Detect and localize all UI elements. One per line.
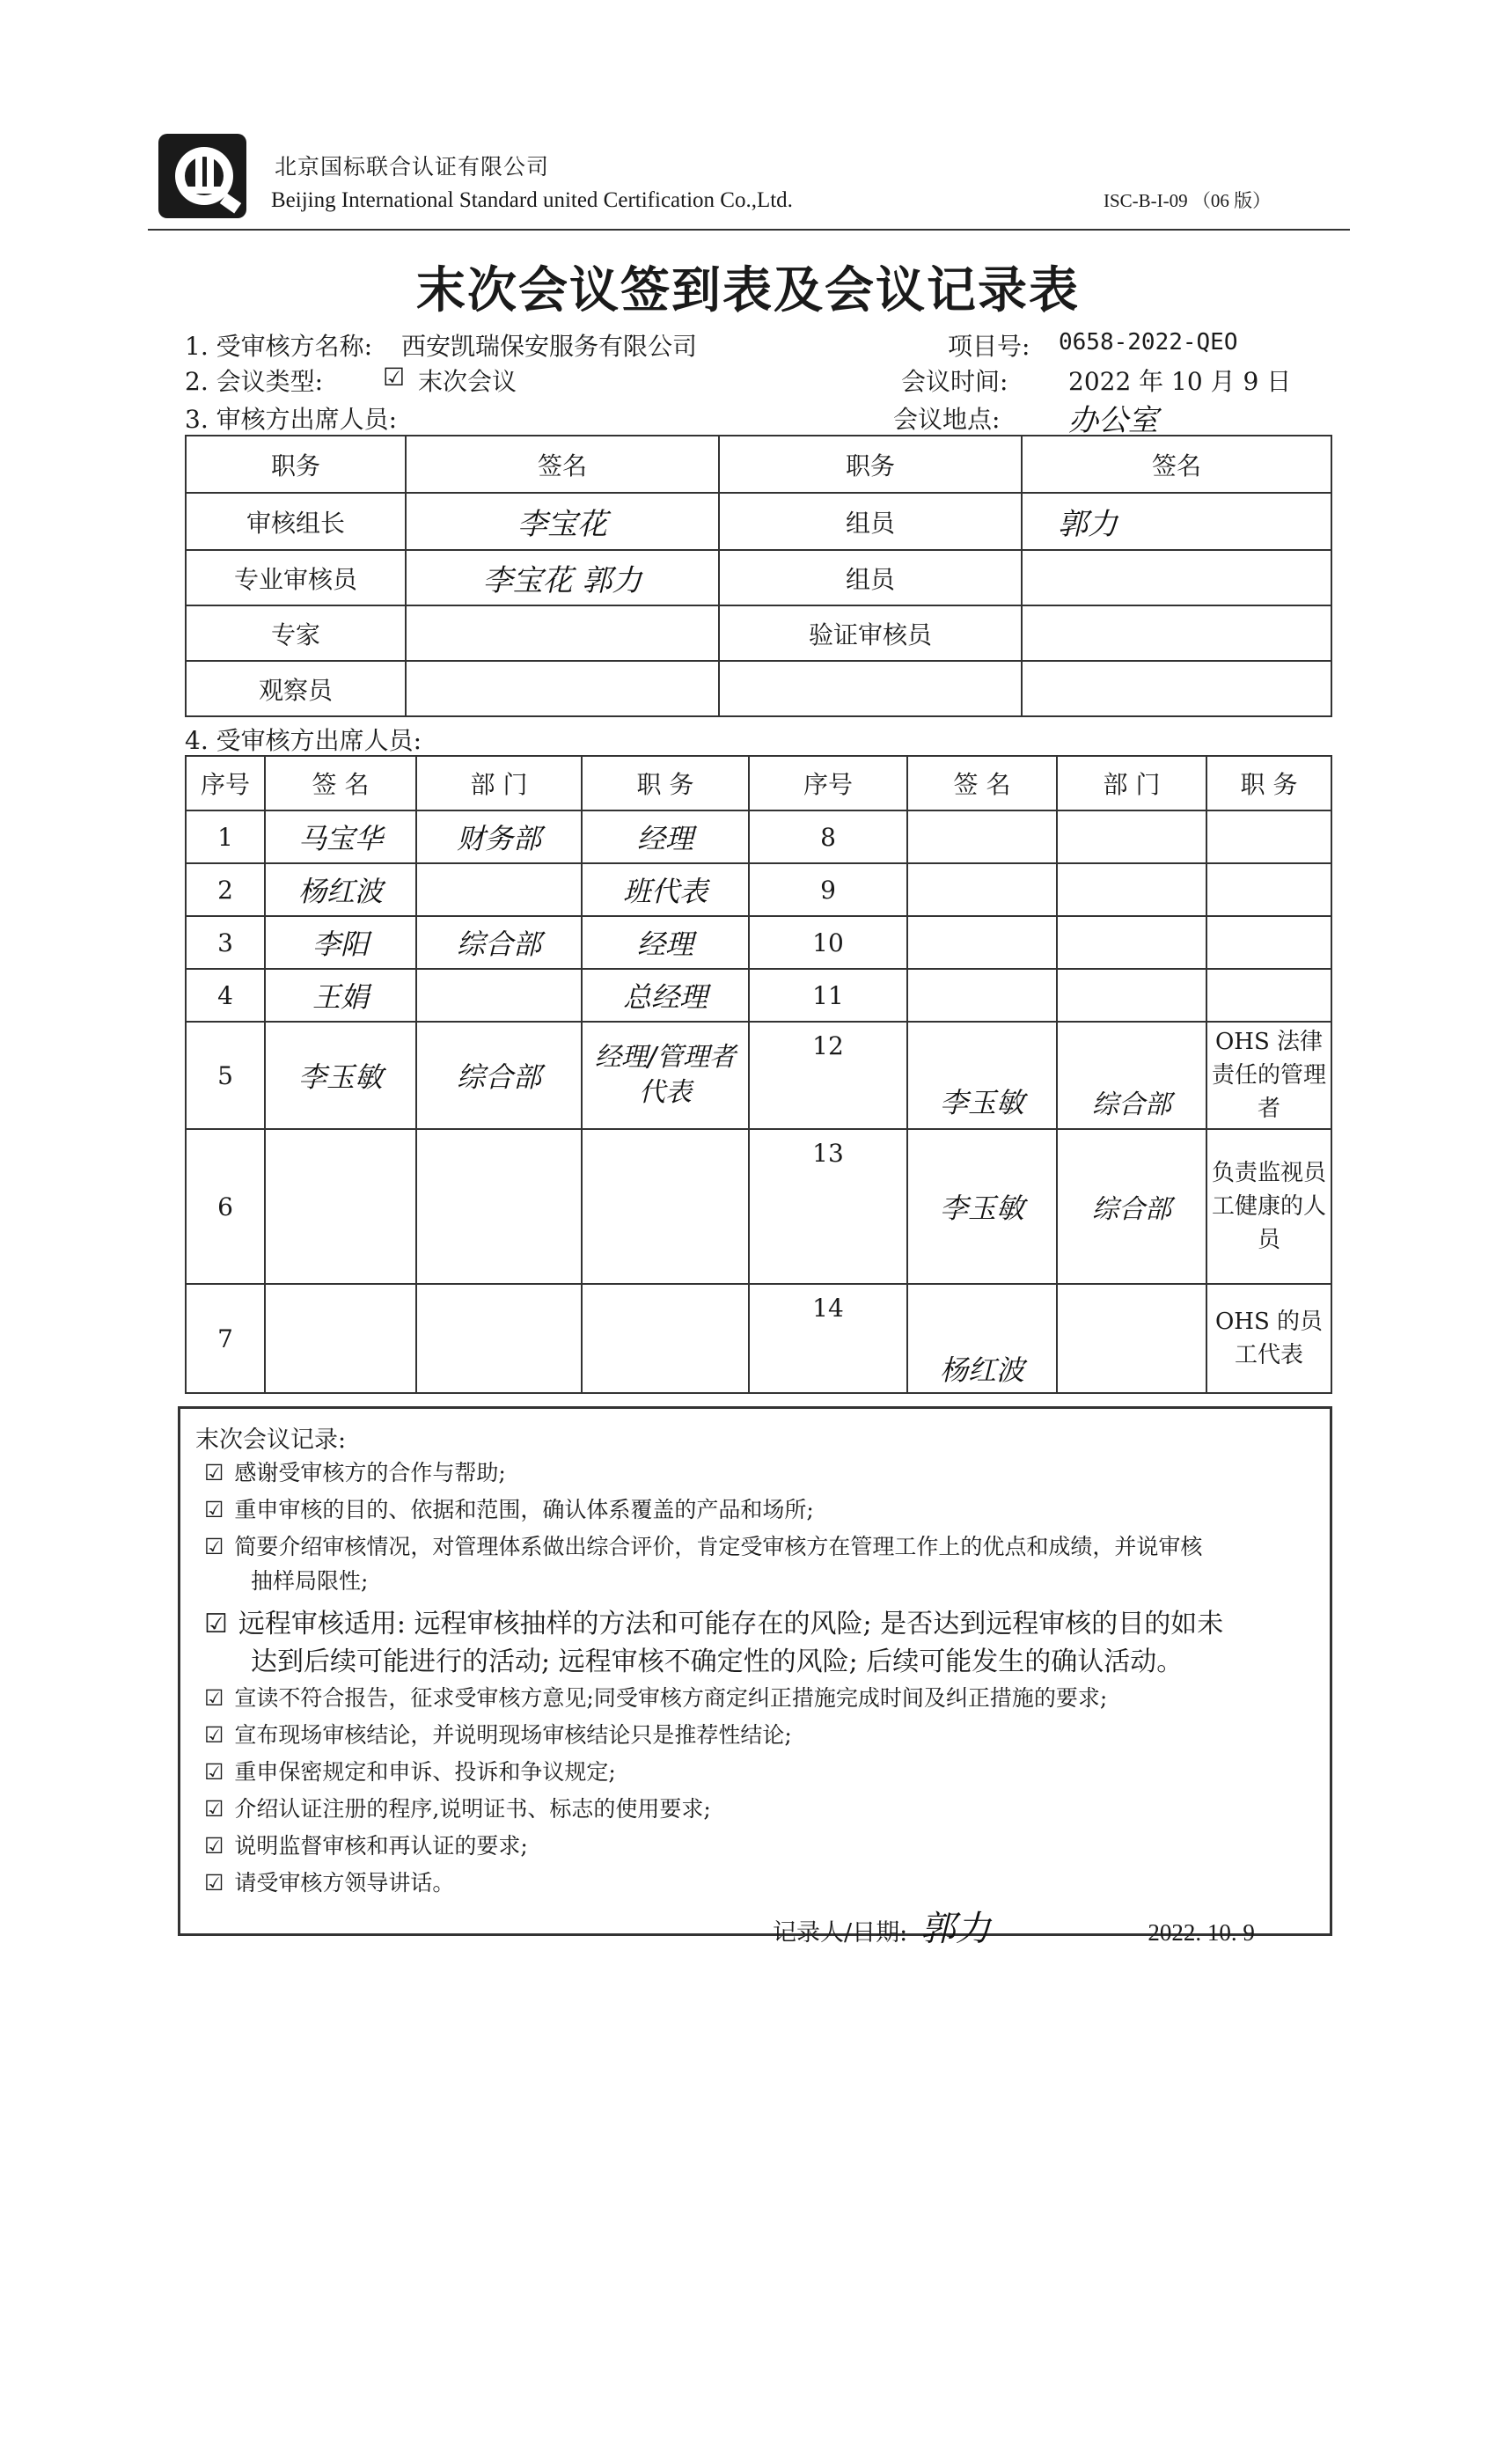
record-item	[204, 1681, 1107, 1712]
signature-cell: 马宝华	[265, 810, 416, 863]
meeting-place-value: 办公室	[1068, 403, 1158, 438]
meeting-time-value: 2022 年 10 月 9 日	[1068, 367, 1292, 396]
signature-cell	[1022, 605, 1331, 661]
dept-cell: 综合部	[416, 916, 582, 969]
meeting-record-title: 末次会议记录:	[195, 1426, 347, 1454]
signature-cell	[907, 969, 1057, 1022]
recorder-signature: 郭力	[920, 1909, 991, 1949]
record-item-text: 远程审核适用: 远程审核抽样的方法和可能存在的风险; 是否达到远程审核的目的如未	[238, 1609, 1224, 1639]
table-row	[186, 1284, 1331, 1393]
role-cell: 组员	[719, 493, 1022, 550]
position-cell	[582, 1284, 749, 1393]
record-item-text: 重申审核的目的、依据和范围，确认体系覆盖的产品和场所;	[234, 1497, 814, 1522]
record-item	[204, 1529, 1202, 1561]
position-cell: 经理	[582, 916, 749, 969]
signature-cell	[907, 863, 1057, 916]
dept-cell: 财务部	[416, 810, 582, 863]
meeting-place-label: 会议地点:	[893, 405, 1001, 434]
page-title: 末次会议签到表及会议记录表	[416, 261, 1080, 319]
company-name-en: Beijing International Standard united Certification Co.,Ltd.	[271, 188, 793, 212]
record-date: 2022. 10. 9	[1148, 1919, 1255, 1946]
document-number: ISC-B-I-09 （06 版）	[1104, 190, 1272, 211]
record-item	[204, 1866, 454, 1897]
position-cell: 总经理	[582, 969, 749, 1022]
row-no: 8	[749, 810, 907, 863]
col-pos: 职 务	[582, 756, 749, 810]
role-cell: 观察员	[186, 661, 406, 716]
row-no: 13	[749, 1129, 907, 1284]
row-no: 7	[186, 1284, 265, 1393]
signature-cell: 李玉敏	[907, 1129, 1057, 1284]
position-cell: 经理	[582, 810, 749, 863]
row-no: 1	[186, 810, 265, 863]
col-sign: 签名	[1022, 436, 1331, 493]
dept-cell: 综合部	[1057, 1022, 1206, 1129]
table-row	[186, 661, 1331, 716]
table-row	[186, 810, 1331, 863]
role-cell	[719, 661, 1022, 716]
position-cell	[1206, 810, 1331, 863]
attendee-table-header	[186, 756, 1331, 810]
position-cell	[1206, 969, 1331, 1022]
auditee-label: 1. 受审核方名称:	[185, 332, 373, 361]
row-no: 3	[186, 916, 265, 969]
dept-cell	[416, 969, 582, 1022]
checkbox-icon: ☑	[204, 1460, 224, 1485]
record-item-text: 宣布现场审核结论，并说明现场审核结论只是推荐性结论;	[234, 1722, 792, 1748]
row-no: 9	[749, 863, 907, 916]
col-no: 序号	[749, 756, 907, 810]
position-cell: 负责监视员工健康的人员	[1206, 1129, 1331, 1284]
signature-cell: 郭力	[1022, 493, 1331, 550]
recorder-label: 记录人/日期:	[773, 1919, 908, 1947]
position-cell: 经理/管理者代表	[582, 1022, 749, 1129]
signature-cell	[1022, 661, 1331, 716]
table-row	[186, 916, 1331, 969]
table-row	[186, 605, 1331, 661]
record-item	[204, 1829, 528, 1860]
col-dept: 部 门	[1057, 756, 1206, 810]
record-item	[204, 1602, 1223, 1640]
position-cell	[582, 1129, 749, 1284]
record-item-continuation: 达到后续可能进行的活动; 远程审核不确定性的风险; 后续可能发生的确认活动。	[251, 1646, 1184, 1677]
table-row	[186, 863, 1331, 916]
record-item	[204, 1456, 506, 1487]
header-divider	[148, 229, 1350, 231]
table-row	[186, 1129, 1331, 1284]
row-no: 10	[749, 916, 907, 969]
signature-cell: 王娟	[265, 969, 416, 1022]
signature-cell: 杨红波	[907, 1284, 1057, 1393]
checkbox-icon: ☑	[204, 1685, 224, 1711]
meeting-type-checkbox: ☑	[383, 363, 406, 392]
dept-cell	[1057, 916, 1206, 969]
row-no: 11	[749, 969, 907, 1022]
signature-cell	[265, 1129, 416, 1284]
position-cell	[1206, 916, 1331, 969]
table-row	[186, 493, 1331, 550]
row-no: 14	[749, 1284, 907, 1393]
checkbox-icon: ☑	[204, 1534, 224, 1559]
signature-cell	[1022, 550, 1331, 605]
row-no: 5	[186, 1022, 265, 1129]
checkbox-icon: ☑	[204, 1722, 224, 1748]
checkbox-icon: ☑	[204, 1833, 224, 1859]
meeting-type-value: 末次会议	[418, 367, 517, 396]
position-cell	[1206, 863, 1331, 916]
dept-cell	[1057, 969, 1206, 1022]
record-item-text: 介绍认证注册的程序,说明证书、标志的使用要求;	[234, 1796, 711, 1822]
signature-cell	[907, 916, 1057, 969]
signature-cell: 李玉敏	[907, 1022, 1057, 1129]
signature-cell: 李玉敏	[265, 1022, 416, 1129]
col-no: 序号	[186, 756, 265, 810]
role-cell: 专业审核员	[186, 550, 406, 605]
row-no: 12	[749, 1022, 907, 1129]
checkbox-icon: ☑	[204, 1609, 228, 1639]
signature-cell	[406, 661, 719, 716]
col-pos: 职 务	[1206, 756, 1331, 810]
col-sign: 签 名	[265, 756, 416, 810]
col-sign: 签名	[406, 436, 719, 493]
record-item	[204, 1792, 711, 1823]
company-name-cn: 北京国标联合认证有限公司	[275, 154, 550, 180]
auditor-table-header	[186, 436, 1331, 493]
position-cell: OHS 的员工代表	[1206, 1284, 1331, 1393]
table-row	[186, 969, 1331, 1022]
signature-cell: 李宝花 郭力	[406, 550, 719, 605]
col-sign: 签 名	[907, 756, 1057, 810]
row-no: 4	[186, 969, 265, 1022]
record-item-continuation: 抽样局限性;	[251, 1568, 369, 1594]
project-label: 项目号:	[948, 332, 1030, 361]
record-item-text: 请受审核方领导讲话。	[234, 1870, 455, 1896]
project-number: 0658-2022-QEO	[1059, 329, 1238, 356]
auditee-name: 西安凯瑞保安服务有限公司	[401, 332, 698, 361]
signature-cell: 李阳	[265, 916, 416, 969]
recorder-row	[773, 1901, 1255, 1951]
table-row	[186, 1022, 1331, 1129]
record-item-text: 宣读不符合报告，征求受审核方意见;同受审核方商定纠正措施完成时间及纠正措施的要求;	[234, 1685, 1108, 1711]
dept-cell	[416, 863, 582, 916]
col-role: 职务	[719, 436, 1022, 493]
position-cell: OHS 法律责任的管理者	[1206, 1022, 1331, 1129]
auditor-table	[185, 435, 1332, 717]
auditor-attendees-label: 3. 审核方出席人员:	[185, 405, 398, 434]
record-item-text: 简要介绍审核情况，对管理体系做出综合评价，肯定受审核方在管理工作上的优点和成绩，并说审核	[234, 1534, 1203, 1559]
role-cell: 组员	[719, 550, 1022, 605]
checkbox-icon: ☑	[204, 1870, 224, 1896]
role-cell: 验证审核员	[719, 605, 1022, 661]
dept-cell: 综合部	[1057, 1129, 1206, 1284]
row-no: 6	[186, 1129, 265, 1284]
dept-cell	[416, 1284, 582, 1393]
col-role: 职务	[186, 436, 406, 493]
dept-cell	[1057, 1284, 1206, 1393]
attendee-table	[185, 755, 1332, 1394]
record-item	[204, 1718, 792, 1749]
position-cell: 班代表	[582, 863, 749, 916]
signature-cell: 杨红波	[265, 863, 416, 916]
checkbox-icon: ☑	[204, 1796, 224, 1822]
signature-cell	[265, 1284, 416, 1393]
meeting-type-label: 2. 会议类型:	[185, 367, 324, 396]
record-item-text: 说明监督审核和再认证的要求;	[234, 1833, 528, 1859]
dept-cell: 综合部	[416, 1022, 582, 1129]
dept-cell	[1057, 810, 1206, 863]
dept-cell	[1057, 863, 1206, 916]
table-row	[186, 550, 1331, 605]
role-cell: 专家	[186, 605, 406, 661]
record-item-text: 重申保密规定和申诉、投诉和争议规定;	[234, 1759, 616, 1785]
auditee-attendees-label: 4. 受审核方出席人员:	[185, 726, 422, 755]
record-item-text: 感谢受审核方的合作与帮助;	[234, 1460, 506, 1485]
meeting-time-label: 会议时间:	[901, 367, 1008, 396]
record-item	[204, 1492, 814, 1524]
dept-cell	[416, 1129, 582, 1284]
checkbox-icon: ☑	[204, 1759, 224, 1785]
role-cell: 审核组长	[186, 493, 406, 550]
record-item	[204, 1755, 616, 1786]
signature-cell	[907, 810, 1057, 863]
checkbox-icon: ☑	[204, 1497, 224, 1522]
col-dept: 部 门	[416, 756, 582, 810]
company-logo	[157, 132, 250, 222]
row-no: 2	[186, 863, 265, 916]
signature-cell	[406, 605, 719, 661]
signature-cell: 李宝花	[406, 493, 719, 550]
